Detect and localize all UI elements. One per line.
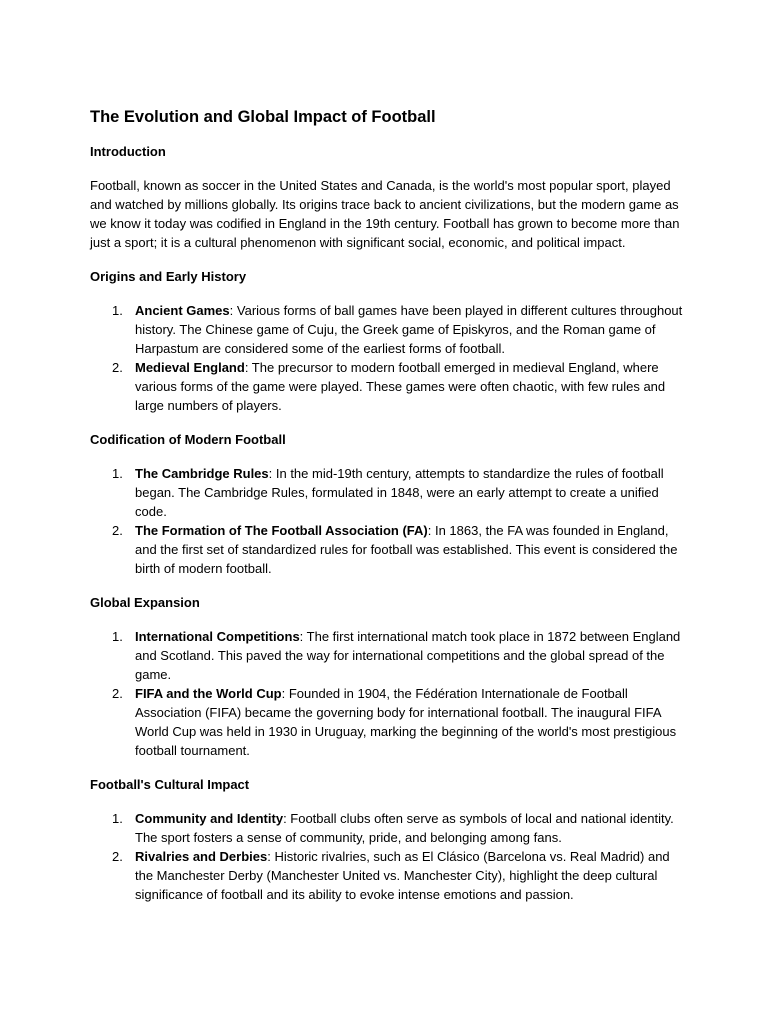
intro-paragraph: Football, known as soccer in the United States and Canada, is the world's most popular sport, played and watched by millions globally. Its origins trace back to ancient civilizations, but the modern game as we know it today was codified in England in the 19th century. Football has grown to become more than just a sport; it is a cultural phenomenon with significant social, economic, and political impact. — [90, 178, 680, 250]
section-heading: Football's Cultural Impact — [90, 777, 250, 792]
numbered-list — [90, 627, 690, 760]
list-item-text: : Founded in 1904, the Fédération Internationale de Football Association (FIFA) became the governing body for international football. The inaugural FIFA World Cup was held in 1930 in Uruguay, marking the beginning of the world's most prestigious football tournament. — [135, 686, 677, 758]
section-origins — [90, 267, 690, 415]
section-heading: Codification of Modern Football — [90, 432, 286, 447]
list-number: 1. — [112, 303, 123, 318]
list-number: 2. — [112, 523, 123, 538]
list-item — [90, 301, 690, 358]
list-item-term: FIFA and the World Cup — [135, 686, 282, 701]
list-item-text: : In 1863, the FA was founded in England, and the first set of standardized rules for football was established. This event is considered the birth of modern football. — [135, 523, 678, 576]
list-item-term: Medieval England — [135, 360, 245, 375]
list-number: 1. — [112, 466, 123, 481]
numbered-list — [90, 301, 690, 415]
list-item — [90, 358, 690, 415]
numbered-list — [90, 464, 690, 578]
section-heading: Origins and Early History — [90, 269, 247, 284]
list-item-term: The Formation of The Football Association (FA) — [135, 523, 428, 538]
list-item — [90, 809, 690, 847]
numbered-list — [90, 809, 690, 904]
list-item — [90, 627, 690, 684]
list-item-term: Community and Identity — [135, 811, 284, 826]
list-number: 1. — [112, 811, 123, 826]
list-item-term: International Competitions — [135, 629, 300, 644]
section-heading: Introduction — [90, 144, 166, 159]
list-item-text: : In the mid-19th century, attempts to standardize the rules of football began. The Cambridge Rules, formulated in 1848, were an early attempt to create a unified code. — [135, 466, 664, 519]
list-item — [90, 847, 690, 904]
document-page — [90, 106, 690, 919]
list-number: 2. — [112, 360, 123, 375]
list-item-text: : Football clubs often serve as symbols of local and national identity. The sport fosters a sense of community, pride, and belonging among fans. — [135, 811, 674, 845]
section-codification — [90, 430, 690, 578]
list-item-term: The Cambridge Rules — [135, 466, 269, 481]
list-item-text: : The first international match took place in 1872 between England and Scotland. This paved the way for international competitions and the global spread of the game. — [135, 629, 681, 682]
list-number: 2. — [112, 686, 123, 701]
list-item-text: : Various forms of ball games have been played in different cultures throughout history. The Chinese game of Cuju, the Greek game of Episkyros, and the Roman game of Harpastum are considered some of the earliest forms of football. — [135, 303, 683, 356]
list-item-text: : Historic rivalries, such as El Clásico (Barcelona vs. Real Madrid) and the Manchester Derby (Manchester United vs. Manchester City), highlight the deep cultural significance of football and its ability to evoke intense emotions and passion. — [135, 849, 670, 902]
list-item — [90, 521, 690, 578]
section-global-expansion — [90, 593, 690, 760]
document-title: The Evolution and Global Impact of Football — [90, 108, 436, 126]
list-item-term: Rivalries and Derbies — [135, 849, 268, 864]
list-number: 2. — [112, 849, 123, 864]
section-cultural-impact — [90, 775, 690, 904]
section-introduction — [90, 142, 690, 252]
list-item — [90, 464, 690, 521]
list-number: 1. — [112, 629, 123, 644]
list-item-text: : The precursor to modern football emerged in medieval England, where various forms of the game were played. These games were often chaotic, with few rules and large numbers of players. — [135, 360, 666, 413]
list-item — [90, 684, 690, 760]
section-heading: Global Expansion — [90, 595, 200, 610]
list-item-term: Ancient Games — [135, 303, 230, 318]
